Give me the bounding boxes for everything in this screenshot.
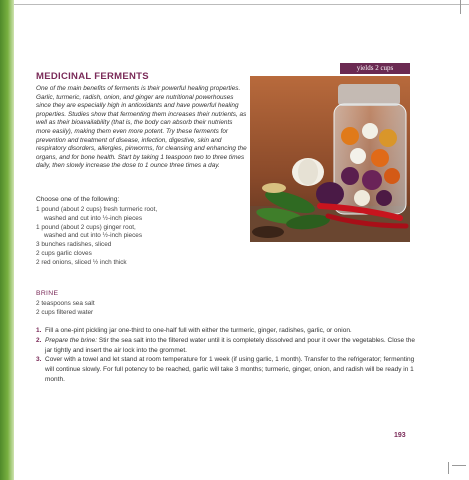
step-lead: Prepare the brine: (45, 336, 98, 344)
crop-mark-bottom-right (448, 462, 449, 474)
crop-mark-top-right (460, 0, 461, 14)
ingredient-radishes: 3 bunches radishes, sliced (36, 241, 112, 249)
brine-salt: 2 teaspoons sea salt (36, 300, 95, 307)
step-number: 2. (36, 336, 42, 344)
ingredient-ginger-prep: washed and cut into ½-inch pieces (44, 232, 143, 240)
ingredient-turmeric: 1 pound (about 2 cups) fresh turmeric root, (36, 206, 158, 213)
brine-heading: BRINE (36, 290, 59, 297)
brine-ingredient-list (36, 299, 95, 317)
step-text: Fill a one-pint pickling jar one-third to one-half full with either the turmeric, ginger, radishes, garlic, or onion. (45, 327, 352, 334)
ingredient-turmeric-prep: washed and cut into ½-inch pieces (44, 214, 143, 222)
recipe-intro: One of the main benefits of ferments is their powerful healing properties. Garlic, turmeric, radish, onion, and ginger are nutritional powerhouses since they are especially high in antioxidants and have powerful healing properties. Studies show that fermenting them increases their nutrients, as well as their bioavailability (that is, the body can absorb their nutrients more easily), making them even more potent. Try these ferments for prevention and treatment of disease, infection, digestive, skin and respiratory disorders, allergies, pinworms, for cleansing and enhancing the organs, and for bone health. Start by taking 1 teaspoon two to three times daily, then slowly increase the dose to 1 ounce three times a day. (36, 85, 247, 170)
ingredient-garlic: 2 cups garlic cloves (36, 249, 92, 257)
method-steps (36, 326, 416, 385)
step-text: Stir the sea salt into the filtered water until it is completely dissolved and pour it over the vegetables. Close the jar tightly and insert the air lock into the grommet. (45, 336, 415, 354)
choose-one-label: Choose one of the following: (36, 196, 120, 203)
step-2 (36, 336, 416, 356)
step-number: 3. (36, 356, 42, 364)
crop-mark-bottom-right-h (452, 465, 466, 466)
ingredient-red-onions: 2 red onions, sliced ½ inch thick (36, 258, 127, 266)
ferment-jar-photo (250, 76, 410, 242)
recipe-title: MEDICINAL FERMENTS (36, 71, 149, 82)
step-number: 1. (36, 327, 42, 334)
ingredient-ginger: 1 pound (about 2 cups) ginger root, (36, 223, 136, 231)
ingredient-list (36, 206, 157, 268)
top-rule (14, 4, 469, 5)
step-3 (36, 355, 416, 384)
page-edge-green-rail (0, 0, 14, 480)
brine-water: 2 cups filtered water (36, 309, 94, 316)
page-number: 193 (394, 432, 406, 439)
yield-banner: yields 2 cups (340, 63, 410, 74)
step-text: Cover with a towel and let stand at room temperature for 1 week (if using garlic, 1 month). Transfer to the refrigerator; fermenting will continue slowly. For full potency to be reached, garlic will take 3 months; turmeric, ginger, onion, and radish will be ready in 1 month. (45, 356, 415, 383)
step-1 (36, 326, 416, 336)
